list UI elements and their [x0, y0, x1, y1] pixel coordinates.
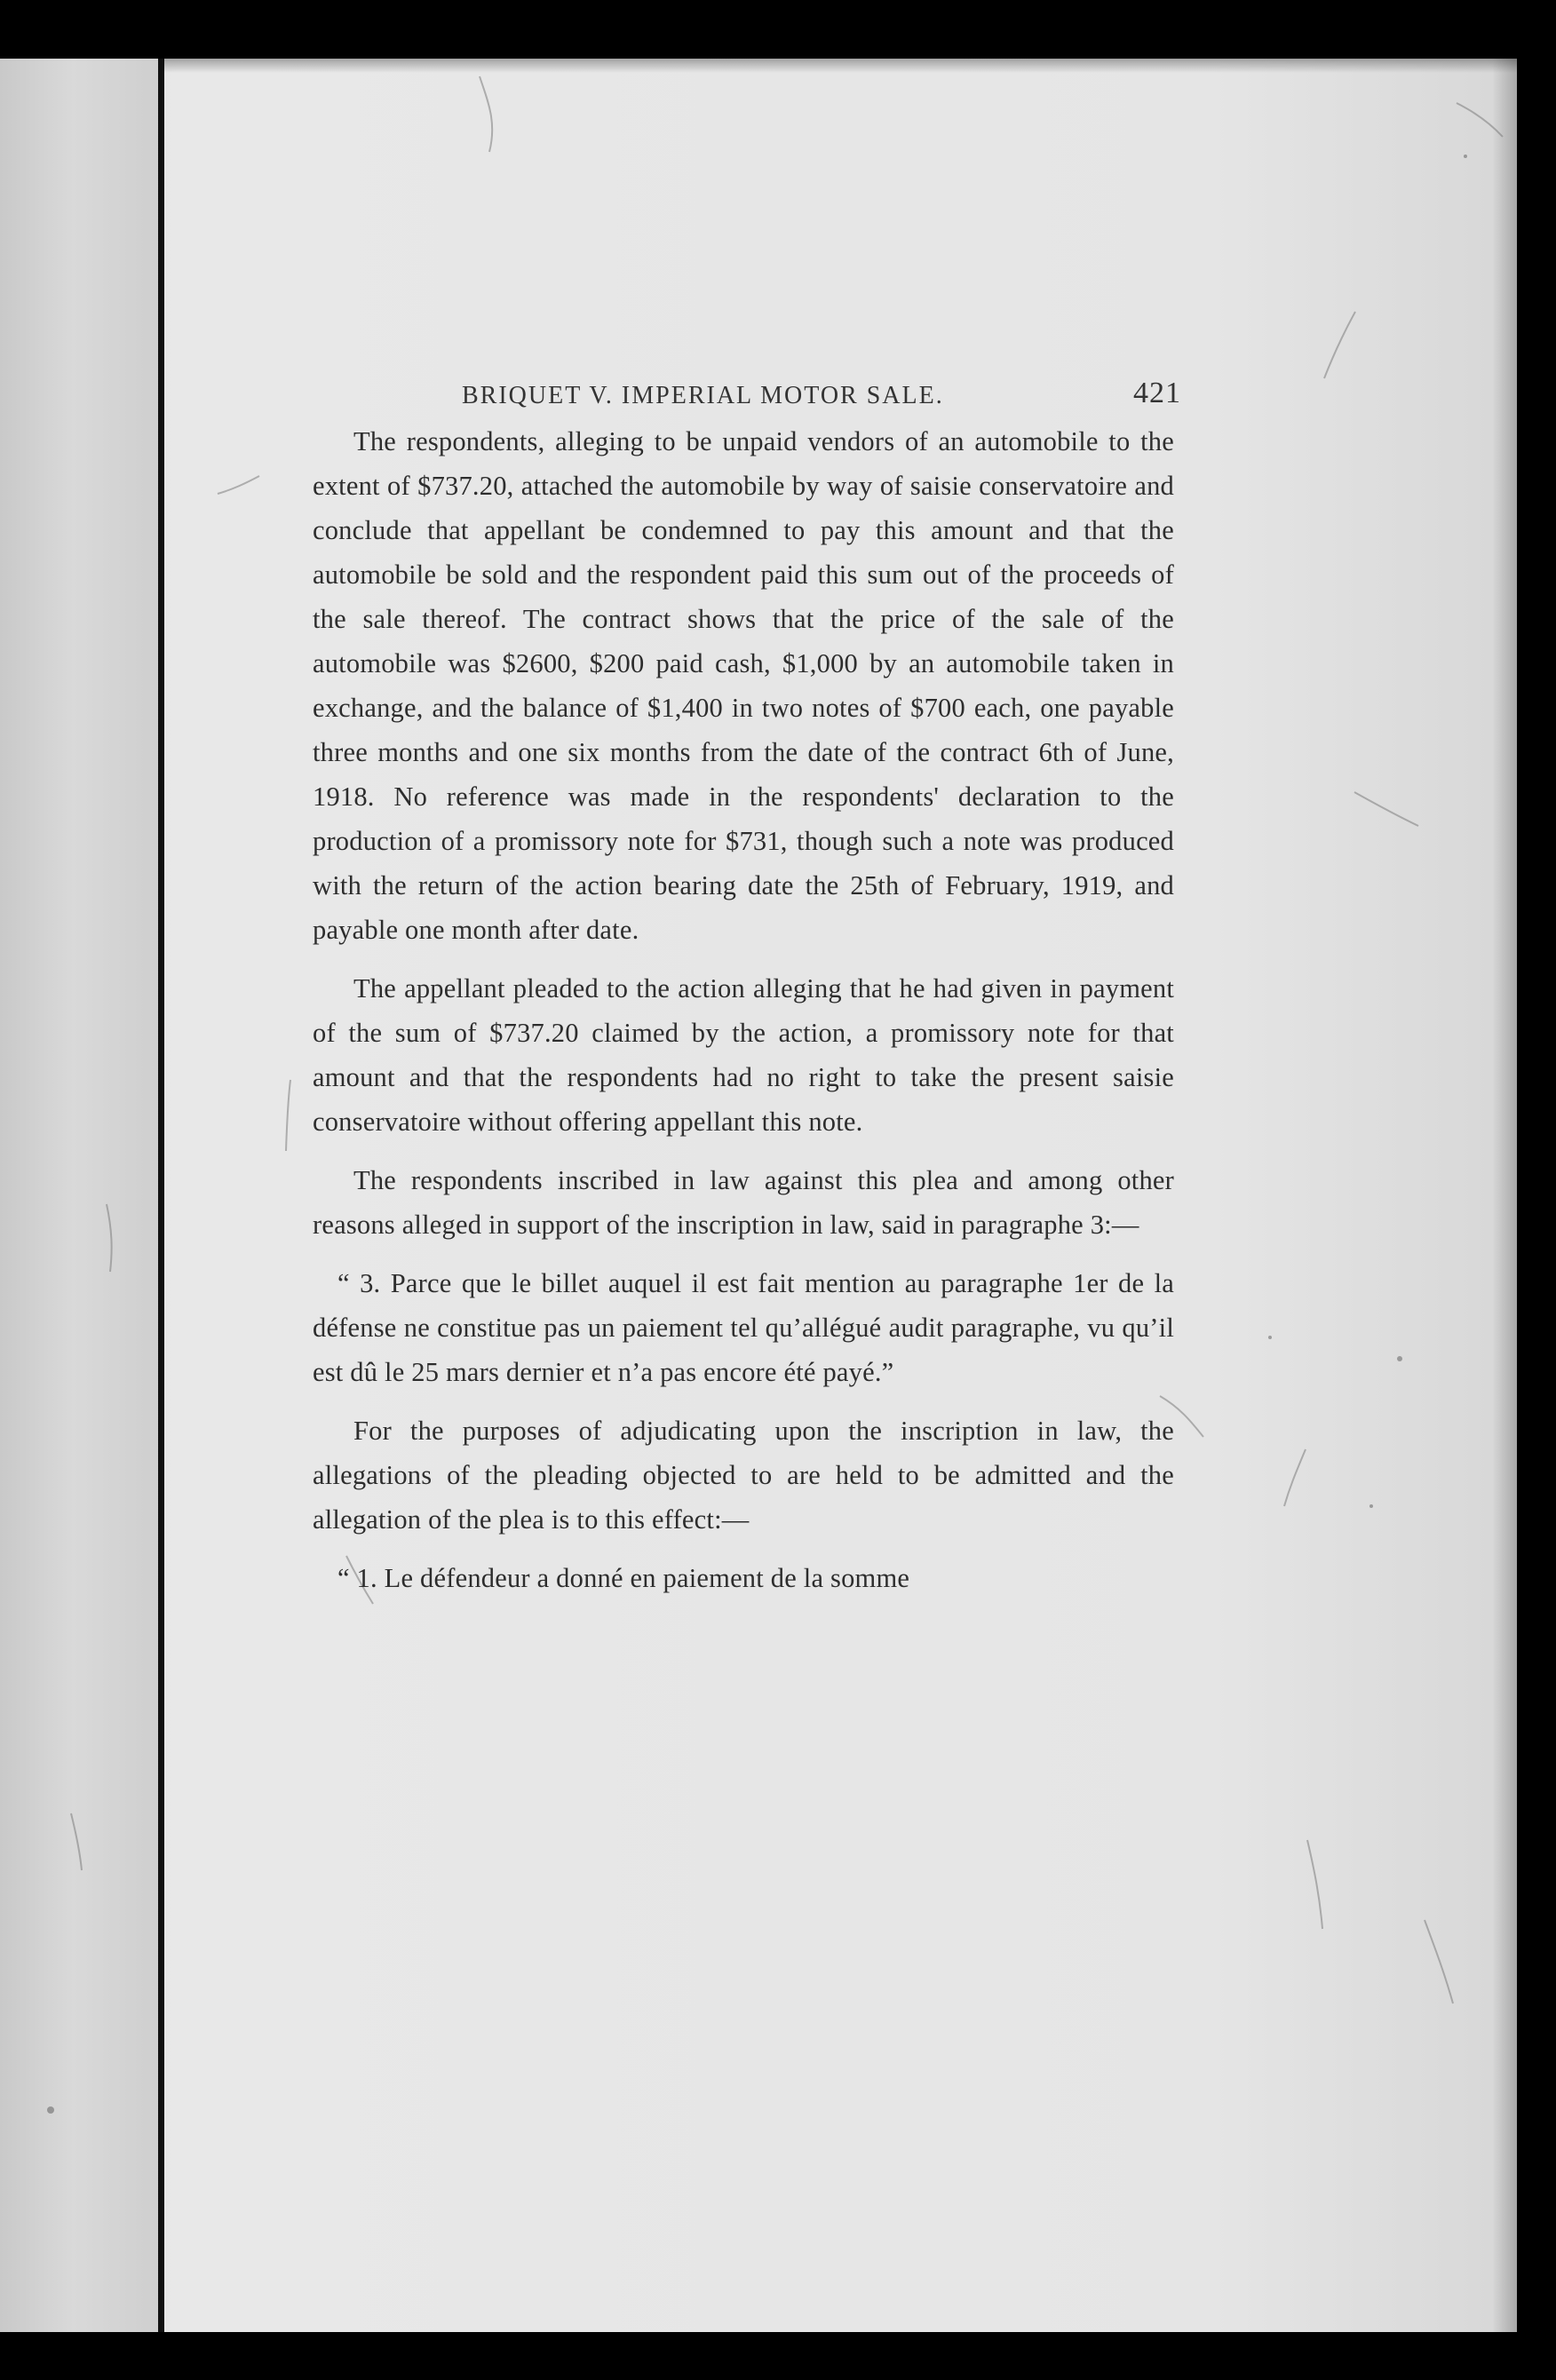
body-text — [313, 419, 1174, 1600]
paragraph: The respondents inscribed in law against this plea and among other reasons alleged in support of the inscription in law, said in paragraphe 3:— — [313, 1165, 1174, 1240]
quoted-paragraph: “ 3. Parce que le billet auquel il est fait mention au paragraphe 1er de la défense ne constitue pas un paiement tel qu’allégué audit paragraphe, vu qu’il est dû le 25 mars dernier et n’a pas encore été payé.” — [313, 1268, 1174, 1387]
book-page — [313, 364, 1181, 1600]
running-head — [313, 364, 1181, 419]
quoted-paragraph: “ 1. Le défendeur a donné en paiement de la somme — [337, 1563, 910, 1593]
right-edge-shadow — [1492, 59, 1517, 2332]
top-edge-shadow — [163, 59, 1517, 73]
left-page-edge — [0, 59, 163, 2332]
page-number: 421 — [1133, 377, 1181, 409]
paragraph: The appellant pleaded to the action alleging that he had given in payment of the sum of $737.20 claimed by the action, a promissory note for that amount and that the respondents had no right to take the present saisie conservatoire without offering appellant this note. — [313, 973, 1174, 1137]
paragraph: The respondents, alleging to be unpaid vendors of an automobile to the extent of $737.20, attached the automobile by way of saisie conservatoire and conclude that appellant be condemned to pay this amount and that the automobile be sold and the respondent paid this sum out of the proceeds of the sale thereof. The contract shows that the price of the sale of the automobile was $2600, $200 paid cash, $1,000 by an automobile taken in exchange, and the balance of $1,400 in two notes of $700 each, one payable three months and one six months from the date of the contract 6th of June, 1918. No reference was made in the respondents' declaration to the production of a promissory note for $731, though such a note was produced with the return of the action bearing date the 25th of February, 1919, and payable one month after date. — [313, 426, 1174, 945]
book-spine — [158, 59, 164, 2332]
running-head-title: BRIQUET V. IMPERIAL MOTOR SALE. — [462, 382, 944, 409]
paragraph: For the purposes of adjudicating upon the inscription in law, the allegations of the pleading objected to are held to be admitted and the allegation of the plea is to this effect:— — [313, 1416, 1174, 1535]
